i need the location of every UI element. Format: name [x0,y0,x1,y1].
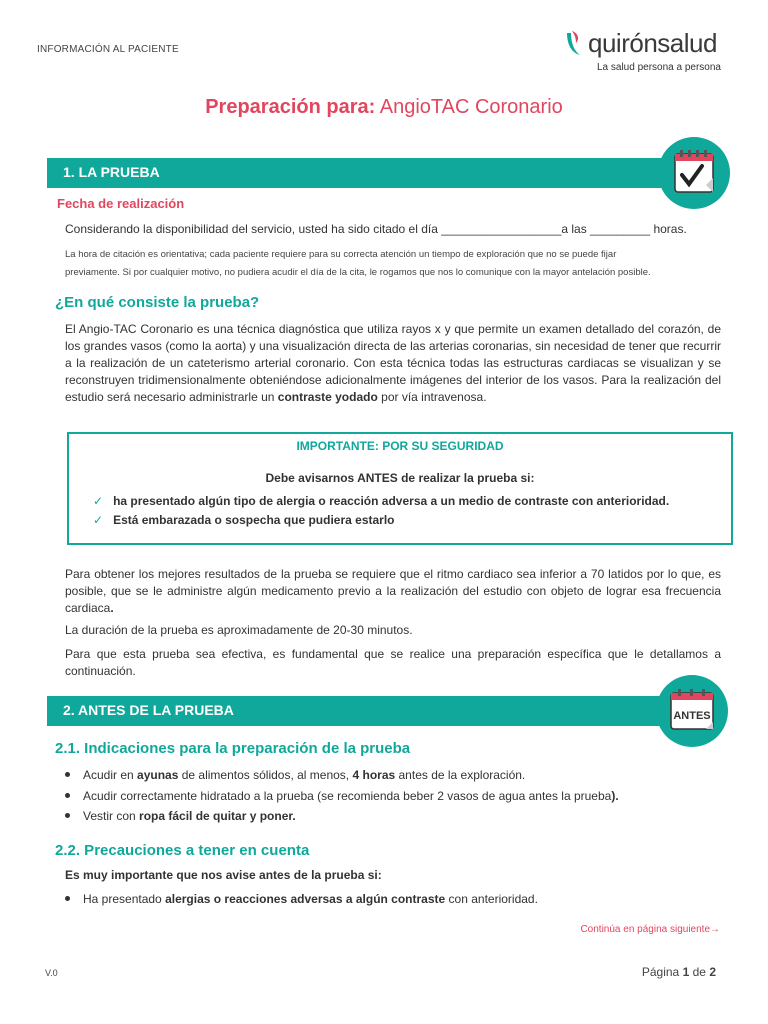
logo-tagline: La salud persona a persona [597,62,721,73]
aviso-text: Es muy importante que nos avise antes de la prueba si: [65,868,382,882]
contraste-yodado-emphasis: contraste yodado [277,390,378,404]
page-number: Página 1 de 2 [641,965,716,979]
continue-next-page-label: Continúa en página siguiente→ [580,924,720,935]
calendar-check-icon [658,137,730,209]
checkmark-icon: ✓ [93,494,104,508]
important-item [93,513,395,527]
list-item: Acudir en ayunas de alimentos sólidos, al menos, 4 horas antes de la exploración. [65,768,525,782]
page-title [0,96,768,119]
version-label: V.0 [45,968,58,978]
consiste-part-2: por vía intravenosa. [377,390,487,404]
section-2-title: 2. ANTES DE LA PRUEBA [63,702,234,718]
document-type-label: INFORMACIÓN AL PACIENTE [37,44,179,55]
bullet-icon [65,896,70,901]
consiste-paragraph [65,321,721,406]
important-item [93,494,669,508]
fecha-text: Considerando la disponibilidad del servicio, usted ha sido citado el día __________________a las _________ horas. [65,222,687,236]
fecha-heading: Fecha de realización [57,196,185,211]
antes-icon-label: ANTES [673,710,711,722]
checkmark-icon: ✓ [93,513,104,527]
ritmo-paragraph [65,566,721,617]
list-item: Ha presentado alergias o reacciones adversas a algún contraste con anterioridad. [65,892,538,906]
note-line-1: La hora de citación es orientativa; cada paciente requiere para su correcta atención un tiempo de exploración que no se puede fijar [65,249,617,260]
section-1-header [47,158,679,188]
consiste-part-1: El Angio-TAC Coronario es una técnica diagnóstica que utiliza rayos x y que permite un examen detallado del corazón, de los grandes vasos (como la aorta) y una visualización directa de las arterias coronarias, sin necesidad de tener que recurrir a la realización de un cateterismo arterial coronario. Con esta técnica todas las estructuras cardiacas se visualizan y se reconstruyen tridimensionalmente obteniéndose adicionalmente imágenes del interior de los vasos. Para la realización del estudio será necesario administrarle un [65,322,721,404]
important-item-text: Está embarazada o sospecha que pudiera estarlo [113,513,395,527]
title-procedure: AngioTAC Coronario [379,96,563,118]
efectiva-paragraph: Para que esta prueba sea efectiva, es fundamental que se realice una preparación específica que le detallamos a continuación. [65,647,721,678]
bullet-icon [65,772,70,777]
ritmo-text: Para obtener los mejores resultados de la prueba se requiere que el ritmo cardiaco sea inferior a 70 latidos por lo que, es posible, que se le administre algún medicamento previo a la realización del estudio con objeto de lograr esa frecuencia cardiaca [65,567,721,615]
bullet-icon [65,813,70,818]
list-item: Vestir con ropa fácil de quitar y poner. [65,809,296,823]
antes-calendar-icon [656,675,728,747]
quironsalud-logo [564,28,734,78]
duracion-paragraph: La duración de la prueba es aproximadamente de 20-30 minutos. [65,623,413,637]
section-1-title: 1. LA PRUEBA [63,164,160,180]
precautions-heading: 2.2. Precauciones a tener en cuenta [55,842,310,859]
important-safety-box [67,432,733,545]
preparation-heading: 2.1. Indicaciones para la preparación de la prueba [55,740,411,757]
list-item: Acudir correctamente hidratado a la prueba (se recomienda beber 2 vasos de agua antes la prueba). [65,789,619,803]
logo-mark-icon [564,31,590,57]
bullet-icon [65,793,70,798]
title-prefix: Preparación para: [205,96,376,118]
note-line-2: previamente. Si por cualquier motivo, no pudiera acudir el día de la cita, le rogamos que nos lo comunique con la mayor antelación posible. [65,267,651,278]
section-2-header [47,696,679,726]
important-box-title: IMPORTANTE: POR SU SEGURIDAD [296,439,504,453]
ritmo-period: . [110,601,114,615]
important-item-text: ha presentado algún tipo de alergia o reacción adversa a un medio de contraste con anterioridad. [113,494,670,508]
logo-wordmark: quirónsalud [588,28,717,58]
important-box-subtitle: Debe avisarnos ANTES de realizar la prueba si: [265,471,535,485]
consiste-heading: ¿En qué consiste la prueba? [55,294,260,311]
